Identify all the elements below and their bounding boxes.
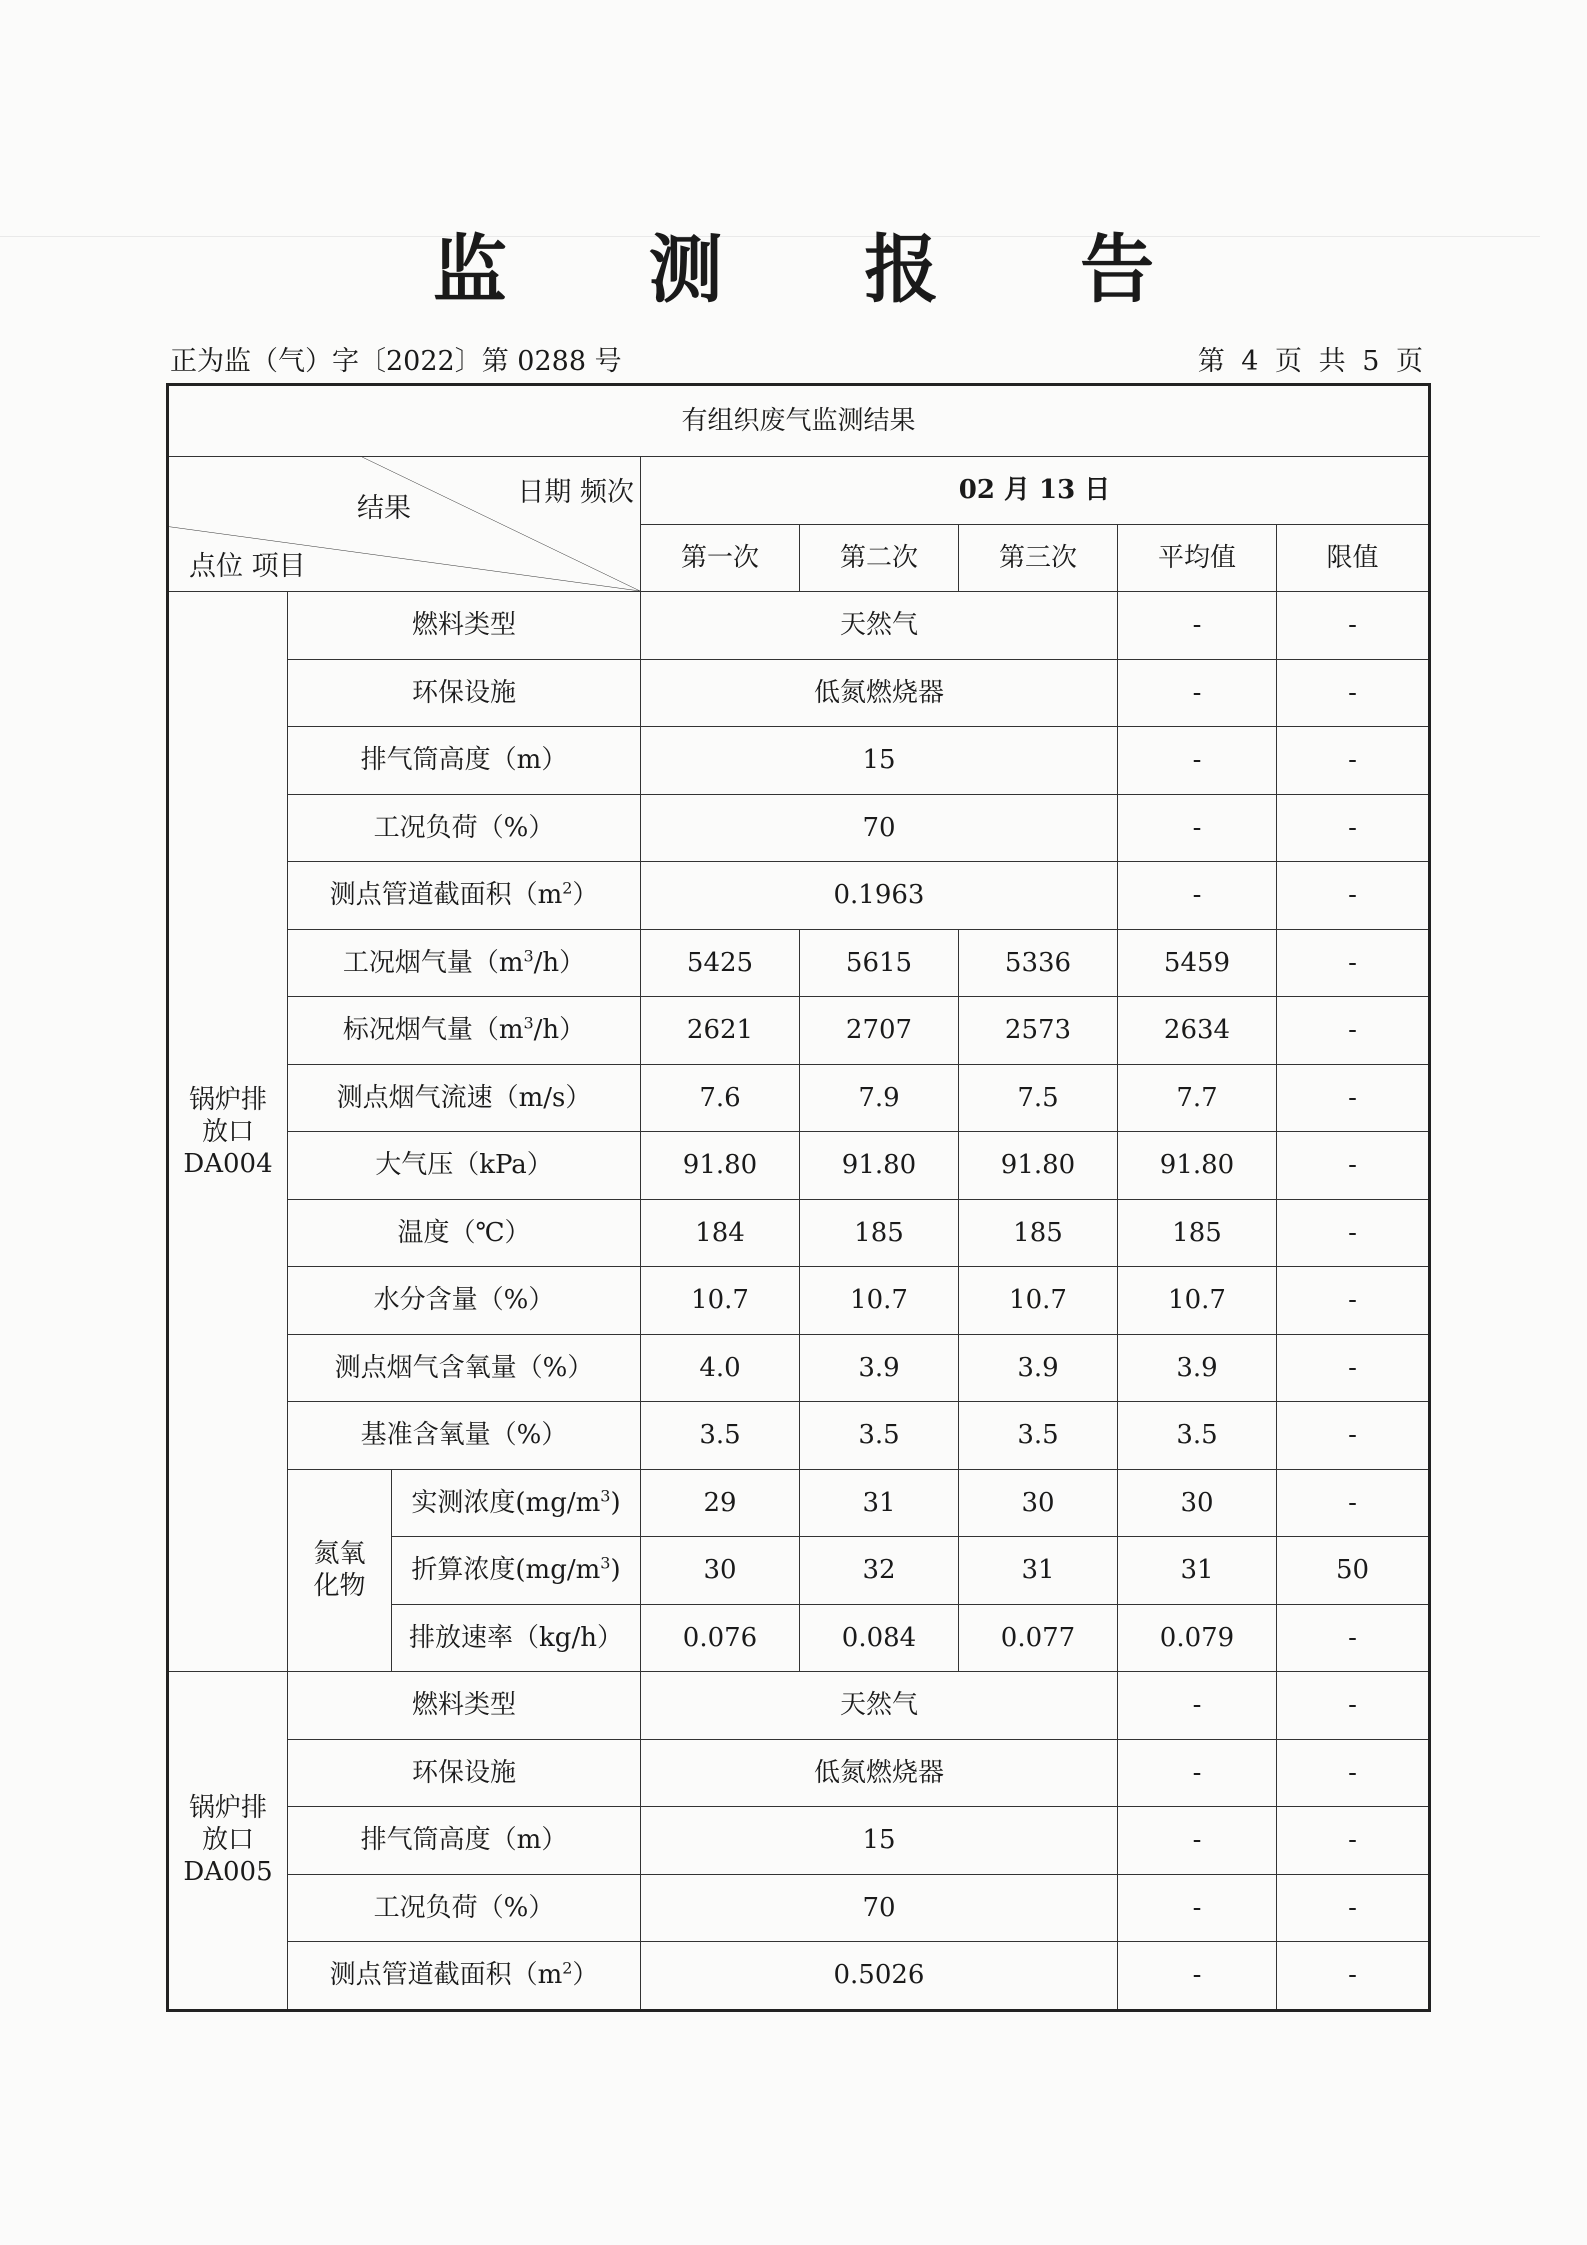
table-row [168, 592, 1430, 660]
value-cell: 31 [959, 1537, 1118, 1605]
merged-value: 70 [641, 794, 1118, 862]
value-cell: 91.80 [1118, 1132, 1277, 1200]
average-value: - [1118, 727, 1277, 795]
pollutant-group-label: 氮氧 化物 [288, 1469, 392, 1672]
item-label: 工况负荷（%） [288, 1874, 641, 1942]
value-cell: 3.9 [959, 1334, 1118, 1402]
limit-value: - [1277, 794, 1430, 862]
corner-date-frequency-label: 日期 频次 [517, 477, 634, 508]
average-value: - [1118, 1739, 1277, 1807]
unit-superscript: 3 [600, 1486, 611, 1506]
corner-result-label: 结果 [357, 493, 411, 524]
value-cell: 2573 [959, 997, 1118, 1065]
corner-point-item-label: 点位 项目 [189, 551, 306, 582]
item-label: 环保设施 [288, 659, 641, 727]
item-label: 水分含量（%） [288, 1267, 641, 1335]
item-label: 燃料类型 [288, 1672, 641, 1740]
value-cell: 5336 [959, 929, 1118, 997]
corner-header-cell [168, 457, 641, 592]
value-cell: 91.80 [641, 1132, 800, 1200]
item-label: 环保设施 [288, 1739, 641, 1807]
value-cell: 10.7 [800, 1267, 959, 1335]
item-label: 测点管道截面积$(m^2)$ [288, 1942, 641, 2011]
table-row [168, 862, 1430, 930]
limit-value: - [1277, 862, 1430, 930]
column-header: 第二次 [800, 524, 959, 592]
value-cell: 2634 [1118, 997, 1277, 1065]
table-row [168, 727, 1430, 795]
average-value: - [1118, 794, 1277, 862]
value-cell: 3.9 [800, 1334, 959, 1402]
merged-value: 15 [641, 1807, 1118, 1875]
value-cell: 3.5 [1118, 1402, 1277, 1470]
value-cell: 29 [641, 1469, 800, 1537]
table-row [168, 1469, 1430, 1537]
column-header: 第三次 [959, 524, 1118, 592]
average-value: - [1118, 659, 1277, 727]
value-cell: 10.7 [641, 1267, 800, 1335]
value-cell: 185 [959, 1199, 1118, 1267]
table-row [168, 1739, 1430, 1807]
unit-superscript: 3 [523, 946, 534, 966]
limit-value: - [1277, 1402, 1430, 1470]
merged-value: 天然气 [641, 1672, 1118, 1740]
merged-value: 0.1963 [641, 862, 1118, 930]
value-cell: 2621 [641, 997, 800, 1065]
value-cell: 91.80 [800, 1132, 959, 1200]
limit-value: - [1277, 1064, 1430, 1132]
item-label: 工况烟气量$(m^3/h)$ [288, 929, 641, 997]
value-cell: 7.7 [1118, 1064, 1277, 1132]
value-cell: 10.7 [1118, 1267, 1277, 1335]
average-value: - [1118, 862, 1277, 930]
item-label: 测点烟气流速（m/s） [288, 1064, 641, 1132]
page-indicator: 第 4 页 共 5 页 [1197, 346, 1427, 377]
limit-value: - [1277, 1672, 1430, 1740]
value-cell: 7.6 [641, 1064, 800, 1132]
table-row [168, 1807, 1430, 1875]
merged-value: 0.5026 [641, 1942, 1118, 2011]
table-row [168, 1199, 1430, 1267]
value-cell: 2707 [800, 997, 959, 1065]
value-cell: 3.9 [1118, 1334, 1277, 1402]
limit-value: - [1277, 1199, 1430, 1267]
limit-value: - [1277, 1334, 1430, 1402]
column-header: 限值 [1277, 524, 1430, 592]
merged-value: 70 [641, 1874, 1118, 1942]
item-label: 大气压（kPa） [288, 1132, 641, 1200]
item-label: 测点烟气含氧量（%） [288, 1334, 641, 1402]
value-cell: 3.5 [800, 1402, 959, 1470]
column-header: 平均值 [1118, 524, 1277, 592]
table-row [168, 1402, 1430, 1470]
value-cell: 7.5 [959, 1064, 1118, 1132]
value-cell: 184 [641, 1199, 800, 1267]
value-cell: 0.084 [800, 1604, 959, 1672]
unit-superscript: 2 [562, 1958, 573, 1978]
average-value: - [1118, 1874, 1277, 1942]
table-row [168, 997, 1430, 1065]
unit-superscript: 2 [562, 878, 573, 898]
average-value: - [1118, 592, 1277, 660]
table-row [168, 1942, 1430, 2011]
value-cell: 31 [1118, 1537, 1277, 1605]
merged-value: 低氮燃烧器 [641, 1739, 1118, 1807]
table-row [168, 659, 1430, 727]
limit-value: - [1277, 1942, 1430, 2011]
limit-value: - [1277, 1739, 1430, 1807]
value-cell: 5425 [641, 929, 800, 997]
item-label: 排气筒高度（m） [288, 1807, 641, 1875]
limit-value: - [1277, 592, 1430, 660]
value-cell: 31 [800, 1469, 959, 1537]
column-header: 第一次 [641, 524, 800, 592]
limit-value: - [1277, 1132, 1430, 1200]
item-label: 基准含氧量（%） [288, 1402, 641, 1470]
report-title: 监 测 报 告 [432, 227, 1213, 313]
item-label: 排气筒高度（m） [288, 727, 641, 795]
item-label: 燃料类型 [288, 592, 641, 660]
limit-value: - [1277, 659, 1430, 727]
table-row [168, 1132, 1430, 1200]
table-row [168, 794, 1430, 862]
value-cell: 4.0 [641, 1334, 800, 1402]
value-cell: 185 [800, 1199, 959, 1267]
value-cell: 0.077 [959, 1604, 1118, 1672]
monitoring-point-label: 锅炉排 放口 DA004 [168, 592, 288, 1672]
date-header: 02 月 13 日 [641, 457, 1430, 525]
limit-value: - [1277, 929, 1430, 997]
value-cell: 30 [1118, 1469, 1277, 1537]
value-cell: 0.076 [641, 1604, 800, 1672]
limit-value: - [1277, 1469, 1430, 1537]
item-label: 排放速率（kg/h） [392, 1604, 641, 1672]
limit-value: - [1277, 1874, 1430, 1942]
average-value: - [1118, 1672, 1277, 1740]
value-cell: 0.079 [1118, 1604, 1277, 1672]
value-cell: 32 [800, 1537, 959, 1605]
table-row [168, 929, 1430, 997]
merged-value: 天然气 [641, 592, 1118, 660]
item-label: 工况负荷（%） [288, 794, 641, 862]
value-cell: 3.5 [641, 1402, 800, 1470]
item-label: 标况烟气量$(m^3/h)$ [288, 997, 641, 1065]
item-label: 折算浓度$(mg/m^3)$ [392, 1537, 641, 1605]
merged-value: 15 [641, 727, 1118, 795]
monitoring-results-table [166, 383, 1431, 2012]
value-cell: 7.9 [800, 1064, 959, 1132]
limit-value: - [1277, 1604, 1430, 1672]
limit-value: - [1277, 997, 1430, 1065]
table-row [168, 1672, 1430, 1740]
unit-superscript: 3 [523, 1013, 534, 1033]
value-cell: 3.5 [959, 1402, 1118, 1470]
average-value: - [1118, 1807, 1277, 1875]
item-label: 温度（℃） [288, 1199, 641, 1267]
item-label: 实测浓度$(mg/m^3)$ [392, 1469, 641, 1537]
limit-value: - [1277, 1267, 1430, 1335]
limit-value: - [1277, 1807, 1430, 1875]
limit-value: - [1277, 727, 1430, 795]
unit-superscript: 3 [600, 1553, 611, 1573]
item-label: 测点管道截面积$(m^2)$ [288, 862, 641, 930]
merged-value: 低氮燃烧器 [641, 659, 1118, 727]
table-row [168, 1334, 1430, 1402]
document-number: 正为监（气）字〔2022〕第 0288 号 [170, 346, 622, 377]
table-row [168, 1064, 1430, 1132]
value-cell: 5459 [1118, 929, 1277, 997]
average-value: - [1118, 1942, 1277, 2011]
value-cell: 30 [959, 1469, 1118, 1537]
value-cell: 30 [641, 1537, 800, 1605]
table-row [168, 1874, 1430, 1942]
table-caption: 有组织废气监测结果 [168, 385, 1430, 457]
value-cell: 5615 [800, 929, 959, 997]
value-cell: 185 [1118, 1199, 1277, 1267]
table-row [168, 1267, 1430, 1335]
value-cell: 10.7 [959, 1267, 1118, 1335]
value-cell: 91.80 [959, 1132, 1118, 1200]
monitoring-point-label: 锅炉排 放口 DA005 [168, 1672, 288, 2011]
limit-value: 50 [1277, 1537, 1430, 1605]
